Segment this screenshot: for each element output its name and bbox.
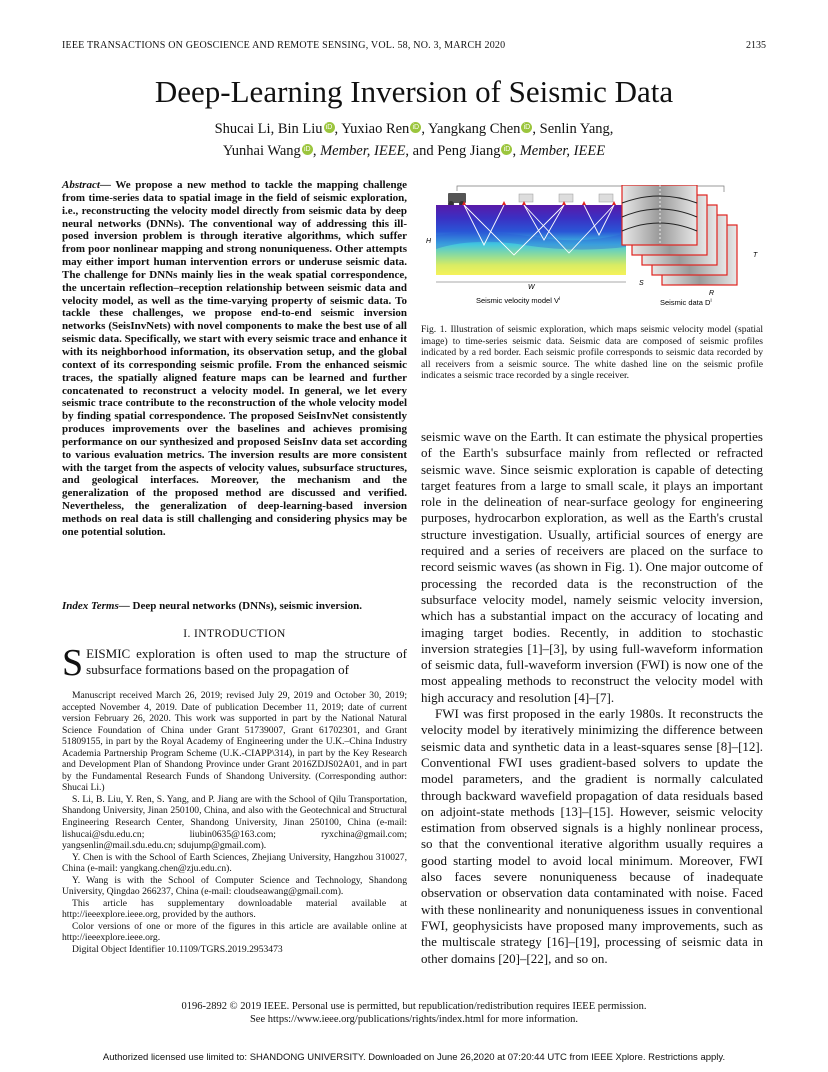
body-paragraph: seismic wave on the Earth. It can estimate the physical properties of the Earth's subsurface mainly from reflected or refracted seismic wave. Since seismic exploration is capable of detecting target features from a large to small scale, it plays an important role in the delineation of near-surface geology for engineering purposes, hydrocarbon exploration, as well as the Earth's crustal structure investigation. Usually, artificial sources of energy are required and a series of receivers are placed on the surface to record seismic waves (as shown in Fig. 1). One major outcome of processing the recorded data is the reconstruction of the subsurface velocity model, namely seismic velocity inversion, which has a substantial impact on the accuracy of locating and imaging target bodies. Recently, in addition to stochastic inversion strategies [1]–[3], by using full-waveform information of seismic data, full-waveform inversion (FWI) is now one of the most appealing methods to reconstruct the velocity model with high accuracy and resolution [4]–[7]. — [421, 429, 763, 705]
index-terms-label: Index Terms — [62, 600, 119, 612]
author-names: Yunhai Wang — [222, 143, 301, 159]
orcid-icon[interactable]: iD — [302, 144, 313, 155]
journal-header: IEEE TRANSACTIONS ON GEOSCIENCE AND REMOTE SENSING, VOL. 58, NO. 3, MARCH 2020 — [62, 40, 506, 51]
author-line-2 — [0, 143, 828, 160]
footnote: Digital Object Identifier 10.1109/TGRS.2019.2953473 — [72, 944, 283, 956]
paper-title: Deep-Learning Inversion of Seismic Data — [154, 74, 674, 109]
label-model-sup: i — [558, 296, 561, 302]
abstract-text: — We propose a new method to tackle the mapping challenge from time-series data to spatial image in the field of seismic exploration, i.e., reconstructing the velocity model directly from seismic data by deep neural networks (DNNs). The conventional way of addressing this ill-posed inversion problem is through iterative algorithms, which suffer from poor nonlinear mapping and strong nonuniqueness. Other attempts may either import human intervention errors or underuse seismic data. The challenge for DNNs mainly lies in the weak spatial correspondence, the uncertain reflection–reception relationship between seismic data and velocity model, as well as the time-varying property of seismic data. To tackle these challenges, we propose end-to-end seismic inversion networks (SeisInvNets) with novel components to make the best use of all seismic data. Specifically, we start with every seismic trace and enhance it with its neighborhood information, its observation setup, and the global context of its corresponding seismic profile. From the enhanced seismic traces, the spatially aligned feature maps can be learned and further concatenated to reconstruct a velocity model. In general, we let every seismic trace contribute to the reconstruction of the whole velocity model by finding spatial correspondence. The proposed SeisInvNet consistently produces improvements over the baselines and achieves promising performance on our synthesized and proposed SeisInv data set according to various evaluation metrics. The inversion results are more consistent with the target from the aspects of velocity values, subsurface structures, and geological interfaces. Moreover, the mechanism and the generalization of the proposed method are discussed and verified. Nevertheless, the generalization of deep-learning-based inversion methods on real data is still challenging and considering physics may be one potential solution. — [62, 179, 407, 538]
section-heading: I. INTRODUCTION — [183, 628, 286, 640]
label-r: R — [709, 290, 715, 297]
footnote: Manuscript received March 26, 2019; revised July 29, 2019 and October 30, 2019; accepted November 4, 2019. Date of publication December 11, 2019; date of current version February 26, 2020. This work was supported in part by the National Natural Science Foundation of China under Grant 51739007, Grant 61702301, and Grant 51809155, in part by the Royal Academy of Engineering under the U.K.–China Industry Academia Partnership Program Scheme (U.K.-CIAPP\314), in part by the Key Research and Development Plan of Shandong Province under Grant 2016ZDJS02A01, and in part by the Fundamental Research Funds of Shandong University. (Corresponding author: Shucai Li.) — [62, 690, 407, 794]
copyright-line-2: See https://www.ieee.org/publications/rights/index.html for more information. — [249, 1014, 579, 1025]
footnote: S. Li, B. Liu, Y. Ren, S. Yang, and P. Jiang are with the School of Qilu Transportation, Shandong University, Jinan 250100, China, and also with the Geotechnical and Structural Engineering Research Center, Shandong University, Jinan 250100, China (e-mail: lishucai@sdu.edu.cn; liubin0635@163.com; ryxchina@gmail.com; yangsenlin@mail.sdu.edu.cn; sdujump@gmail.com). — [62, 793, 407, 852]
author-line-1 — [0, 121, 828, 138]
label-h: H — [426, 238, 432, 245]
author-names: , — [312, 143, 321, 159]
label-model-text: Seismic velocity model V — [476, 296, 559, 305]
label-data-sup: i — [710, 298, 712, 304]
orcid-icon[interactable]: iD — [521, 122, 532, 133]
author-names: Shucai Li, Bin Liu — [214, 121, 323, 137]
body-paragraph: FWI was first proposed in the early 1980s. It reconstructs the velocity model by iteratively minimizing the difference between seismic data and synthetic data in a least-squares sense [8]–[12]. Conventional FWI uses gradient-based solvers to update the model parameters, and the gradient is normally calculated through backward wavefield propagation of data residuals based on adjoint-state methods [13]–[15]. However, seismic velocity estimation from observed signals is a highly nonlinear process, so that the conventional iterative algorithm usually requires a good starting model to avoid local minimum. Moreover, FWI also faces severe nonuniqueness because of inadequate observation or observation data contaminated with noise. Faced with these nonlinearity and nonuniqueness issues in conventional FWI, geophysicists have proposed many improvements, such as the multiscale strategy [16]–[19], processing of seismic data in other domains [20]–[22], and so on. — [421, 706, 763, 966]
seismic-profile-stack — [622, 185, 737, 285]
label-data — [660, 298, 712, 307]
right-column-text — [421, 429, 763, 967]
label-model — [476, 296, 560, 305]
copyright-notice — [0, 1000, 828, 1026]
member-title: Member, IEEE — [519, 143, 606, 159]
footnotes — [62, 690, 407, 956]
intro-paragraph — [62, 642, 407, 684]
source-markers — [519, 194, 613, 202]
index-terms — [62, 600, 407, 613]
copyright-line-1: 0196-2892 © 2019 IEEE. Personal use is permitted, but republication/redistribution requires IEEE permission. — [181, 1001, 647, 1012]
figure-1 — [424, 185, 764, 310]
page-number: 2135 — [746, 40, 766, 51]
label-data-text: Seismic data D — [660, 298, 711, 307]
orcid-icon[interactable]: iD — [410, 122, 421, 133]
figure-caption: Fig. 1. Illustration of seismic exploration, which maps seismic velocity model (spatial image) to time-series seismic data. Seismic data are composed of seismic profiles indicated by a red border. Each seismic profile corresponds to seismic data recorded by all receivers from a seismic source. The white dashed line on the seismic profile indicates a seismic trace recorded by a single receiver. — [421, 324, 763, 382]
author-names: , Yangkang Chen — [421, 121, 521, 137]
label-t: T — [753, 252, 758, 259]
license-footer: Authorized licensed use limited to: SHANDONG UNIVERSITY. Downloaded on June 26,2020 at 07:20:44 UTC from IEEE Xplore. Restrictions apply. — [102, 1052, 726, 1063]
footnote: Y. Chen is with the School of Earth Sciences, Zhejiang University, Hangzhou 310027, China (e-mail: yangkang.chen@zju.edu.cn). — [62, 851, 407, 875]
drop-cap: S — [62, 642, 84, 684]
author-names: , Yuxiao Ren — [334, 121, 410, 137]
label-s: S — [639, 280, 644, 287]
footnote: Y. Wang is with the School of Computer Science and Technology, Shandong University, Qingdao 266237, China (e-mail: cloudseawang@gmail.com). — [62, 874, 407, 898]
orcid-icon[interactable]: iD — [501, 144, 512, 155]
index-terms-text: — Deep neural networks (DNNs), seismic inversion. — [118, 600, 362, 612]
author-names: , Senlin Yang, — [532, 121, 614, 137]
member-title: Member, IEEE — [320, 143, 406, 159]
receiver-markers — [462, 201, 616, 205]
footnote: This article has supplementary downloadable material available at http://ieeexplore.ieee.org, provided by the authors. — [62, 897, 407, 921]
footnote: Color versions of one or more of the figures in this article are available online at http://ieeexplore.ieee.org. — [62, 920, 407, 944]
abstract-label: Abstract — [62, 179, 100, 191]
author-names: , and Peng Jiang — [405, 143, 501, 159]
intro-text: EISMIC exploration is often used to map the structure of subsurface formations based on the propagation of — [86, 646, 407, 677]
label-w: W — [528, 284, 535, 291]
author-names: , — [512, 143, 520, 159]
abstract — [62, 179, 407, 539]
orcid-icon[interactable]: iD — [324, 122, 335, 133]
